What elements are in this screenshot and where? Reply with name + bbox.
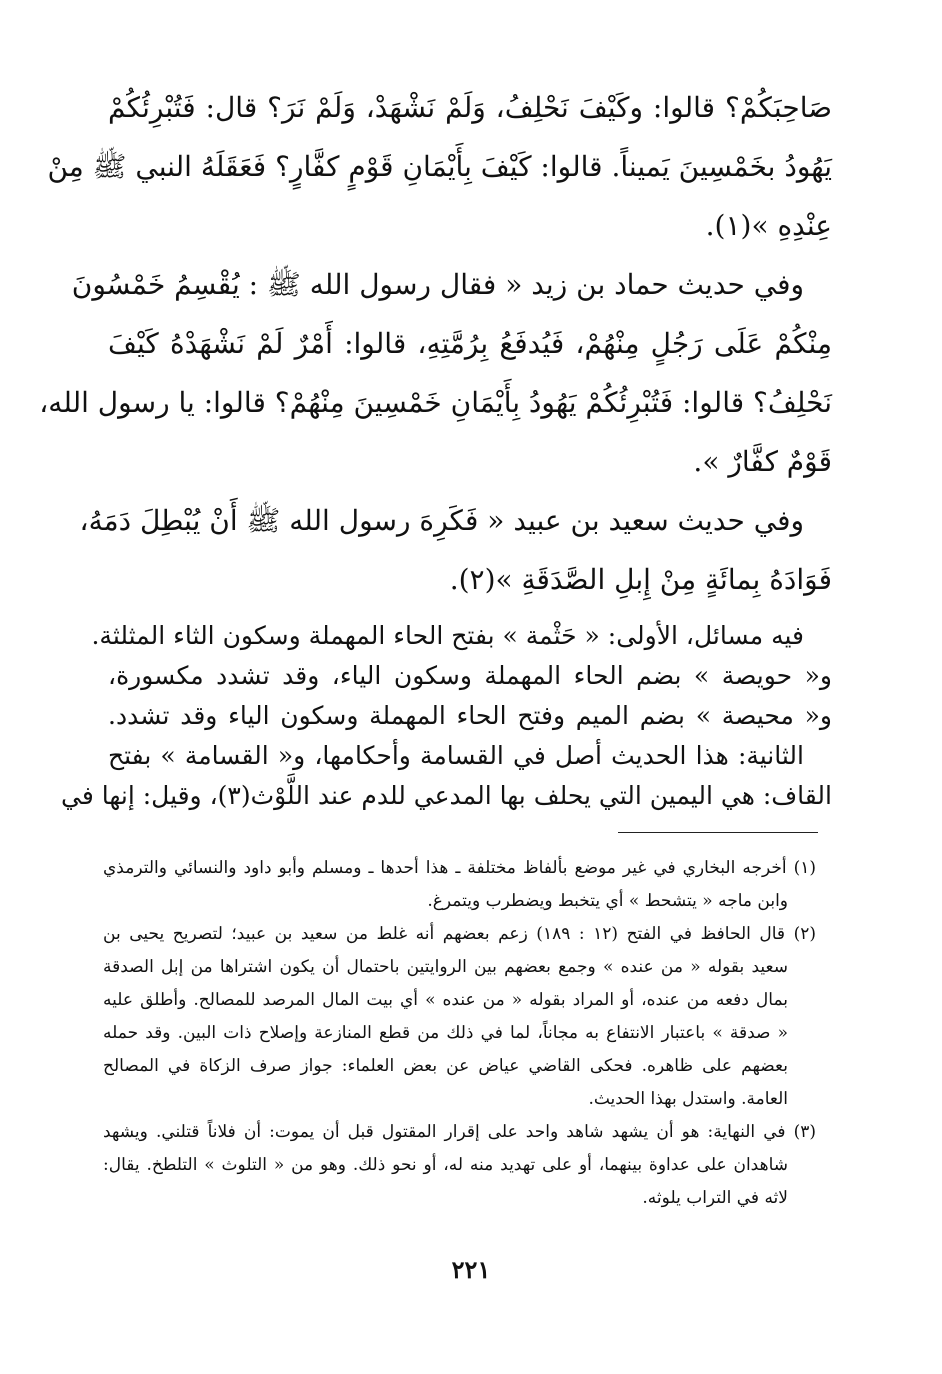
commentary-line: الثانية: هذا الحديث أصل في القسامة وأحكامها، و« القسامة » بفتح [108, 741, 804, 770]
footnote-line: وابن ماجه « يتشحط » أي يتخبط ويضطرب ويتمرغ. [427, 891, 788, 911]
hadith-line: وفي حديث سعيد بن عبيد « فَكَرِهَ رسول الله ﷺ أَنْ يُبْطِلَ دَمَهُ، [79, 504, 804, 537]
commentary-line: و« محيصة » بضم الميم وفتح الحاء المهملة وسكون الياء وقد تشدد. [108, 701, 832, 730]
footnotes [103, 852, 816, 1215]
hadith-line: عِنْدِهِ »(١). [705, 209, 832, 242]
commentary-line: فيه مسائل، الأولى: « حَثْمة » بفتح الحاء المهملة وسكون الثاء المثلثة. [91, 621, 804, 650]
footnote-separator [618, 832, 818, 833]
hadith-line: فَوَادَهُ بِمائَةٍ مِنْ إِبلِ الصَّدَقَةِ »(٢). [449, 563, 832, 596]
hadith-line: وفي حديث حماد بن زيد « فقال رسول الله ﷺ : يُقْسِمُ خَمْسُونَ [71, 268, 804, 301]
footnote-line: شاهدان على عداوة بينهما، أو على تهديد منه له، أو نحو ذلك. وهو من « التلوث » التلطخ. يقال: [103, 1155, 788, 1175]
page-number: ٢٢١ [451, 1255, 491, 1284]
hadith-line: صَاحِبَكُمْ؟ قالوا: وكَيْفَ نَحْلِفُ، وَلَمْ نَشْهَدْ، وَلَمْ نَرَ؟ قال: فَتُبْرِئُكُمْ [108, 91, 832, 124]
commentary-line: و« حويصة » بضم الحاء المهملة وسكون الياء، وقد تشدد مكسورة، [108, 661, 832, 690]
hadith-line: يَهُودُ بخَمْسِينَ يَميناً. قالوا: كَيْفَ بِأَيْمَانِ قَوْمٍ كفَّارٍ؟ فَعَقَلَهُ النبي ﷺ مِنْ [47, 150, 832, 183]
footnote-line: سعيد بقوله « من عنده » وجمع بعضهم بين الروايتين باحتمال أن يكون اشتراها من إبل الصدقة [103, 957, 788, 977]
footnote-line: بمال دفعه من عنده، أو المراد بقوله « من عنده » أي بيت المال المرصد للمصالح. وأطلق عليه [103, 990, 788, 1010]
hadith-line: نَحْلِفُ؟ قالوا: فَتُبْرِئُكُمْ يَهُودُ بِأَيْمَانِ خَمْسِينَ مِنْهُمْ؟ قالوا: يا رسول الله، [39, 386, 832, 419]
footnote-line: لاثه في التراب يلوثه. [642, 1188, 788, 1208]
footnote-line: (٢) قال الحافظ في الفتح (١٢ : ١٨٩) زعم بعضهم أنه غلط من سعيد بن عبيد؛ لتصريح يحيى بن [103, 924, 816, 944]
main-text [39, 78, 832, 815]
footnote-line: (٣) في النهاية: هو أن يشهد شاهد واحد على إقرار المقتول قبل أن يموت: أن فلاناً قتلني. ويشهد [103, 1122, 816, 1142]
commentary-line: القاف: هي اليمين التي يحلف بها المدعي للدم عند اللَّوْث(٣)، وقيل: إنها في [60, 781, 832, 810]
footnote-line: العامة. واستدل بهذا الحديث. [588, 1089, 788, 1109]
hadith-line: مِنْكُمْ عَلَى رَجُلٍ مِنْهُمْ، فَيُدفَعُ بِرُمَّتِهِ، قالوا: أَمْرٌ لَمْ نَشْهَدْهُ كَيْفَ [108, 327, 832, 360]
footnote-line: بعضهم على ظاهره. فحكى القاضي عياض عن بعض العلماء: جواز صرف الزكاة في المصالح [103, 1056, 788, 1076]
footnote-line: (١) أخرجه البخاري في غير موضع بألفاظ مختلفة ـ هذا أحدها ـ ومسلم وأبو داود والنسائي والترمذي [103, 858, 816, 878]
hadith-line: قَوْمٌ كفَّارٌ ». [693, 445, 832, 478]
footnote-line: « صدقة » باعتبار الانتفاع به مجاناً، لما في ذلك من قطع المنازعة وإصلاح ذات البين. وقد حمله [103, 1023, 788, 1043]
